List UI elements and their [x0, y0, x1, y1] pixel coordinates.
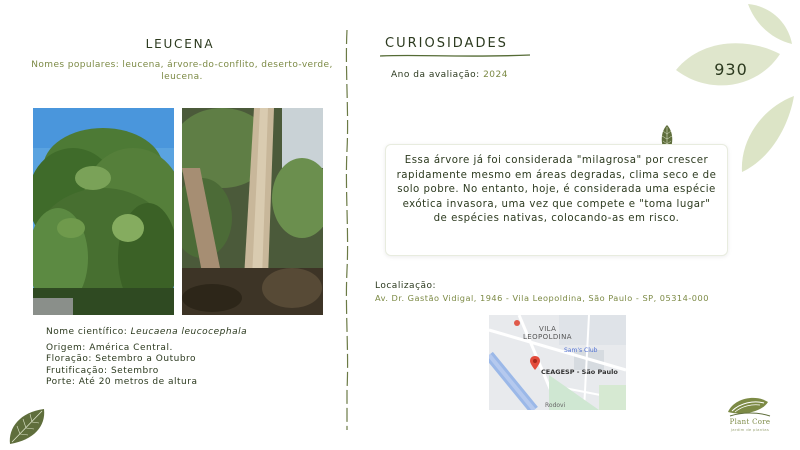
size-row: Porte: Até 20 metros de altura [46, 377, 198, 387]
location-address[interactable]: Av. Dr. Gastão Vidigal, 1946 - Vila Leopoldina, São Paulo - SP, 05314-000 [375, 293, 709, 303]
plant-facts [46, 327, 247, 389]
scientific-name-label: Nome científico: [46, 327, 131, 337]
map-store-label: Sam's Club [564, 347, 598, 354]
scientific-name-row [46, 327, 247, 339]
fruiting-row: Frutificação: Setembro [46, 365, 159, 376]
evaluation-year-value: 2024 [483, 70, 508, 80]
map-district-line2: LEOPOLDINA [523, 333, 572, 341]
column-divider [343, 30, 351, 430]
curiosities-title: CURIOSIDADES [385, 36, 508, 51]
tree-photo-canopy [33, 108, 174, 315]
map-pin-icon [530, 356, 540, 370]
brand-tagline: jardim de plantas [730, 427, 770, 432]
evaluation-year [391, 70, 508, 80]
brand-name: Plant Core [729, 418, 771, 426]
origin-row: Origem: América Central. [46, 342, 173, 353]
evaluation-number-badge: 930 [714, 60, 748, 79]
scientific-name: Leucaena leucocephala [130, 327, 248, 337]
curiosity-text: Essa árvore já foi considerada "milagrosa" por crescer rapidamente mesmo em áreas degradas, clima seco e de solo pobre. No entanto, hoje, é considerada uma espécie exótica invasora, uma vez que compete e "toma lugar" de espécies nativas, colocando-as em risco. [396, 155, 717, 225]
location-label: Localização: [375, 281, 437, 291]
popular-names: Nomes populares: leucena, árvore-do-conflito, deserto-verde, leucena. [31, 60, 333, 82]
map-place-label: CEAGESP - São Paulo [541, 368, 618, 376]
plant-title: LEUCENA [145, 37, 215, 51]
map-road-label: Rodovi [545, 402, 566, 409]
tree-photo-trunk [182, 108, 323, 315]
leaf-icon [6, 406, 48, 446]
map-district-line1: VILA [539, 325, 557, 333]
flowering-row: Floração: Setembro a Outubro [46, 354, 197, 364]
title-underline [380, 53, 530, 59]
location-map[interactable] [489, 315, 626, 410]
evaluation-year-label: Ano da avaliação: [391, 70, 484, 80]
